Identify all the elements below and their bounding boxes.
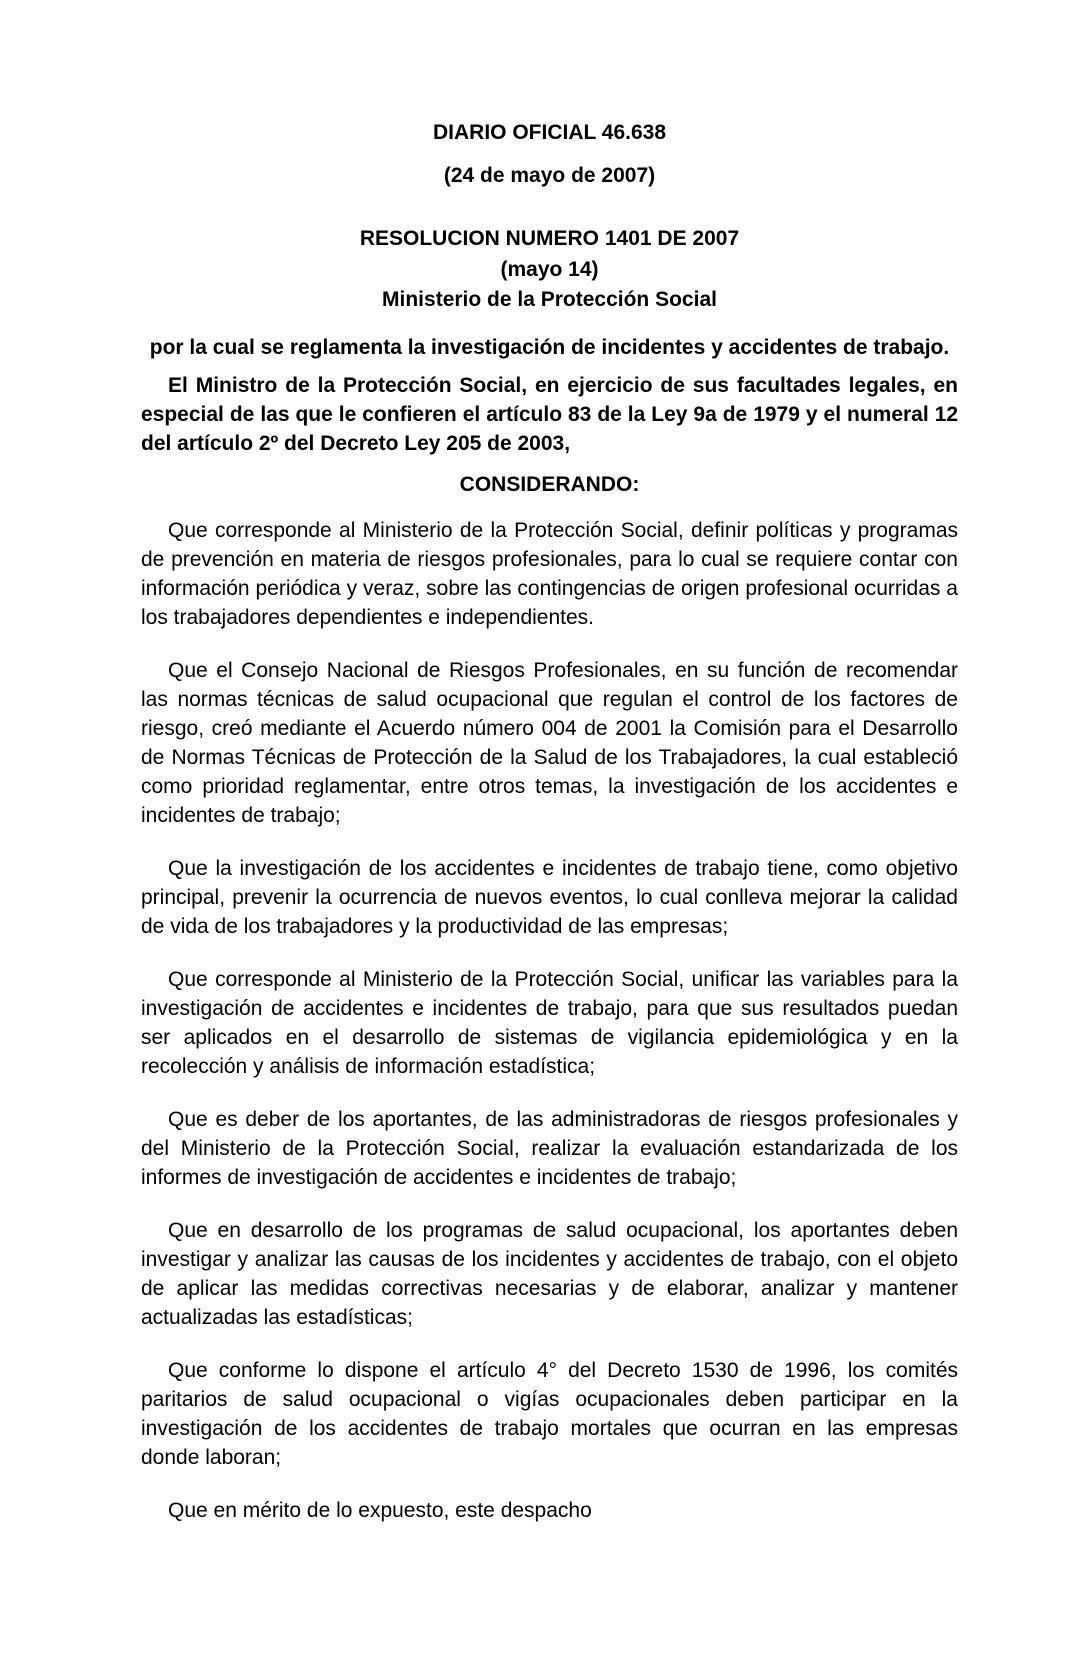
considerando-paragraph-4: Que corresponde al Ministerio de la Protección Social, unificar las variables para la investigación de accidentes e incidentes de trabajo, para que sus resultados puedan ser aplicados en el desarrollo de sistemas de vigilancia epidemiológica y en la recolección y análisis de información estadística;	[141, 968, 958, 1078]
considerando-paragraph-1: Que corresponde al Ministerio de la Protección Social, definir políticas y programas de prevención en materia de riesgos profesionales, para lo cual se requiere contar con información periódica y veraz, sobre las contingencias de origen profesional ocurridas a los trabajadores dependientes e independientes.	[141, 519, 958, 629]
considerando-paragraph-6: Que en desarrollo de los programas de salud ocupacional, los aportantes deben investigar y analizar las causas de los incidentes y accidentes de trabajo, con el objeto de aplicar las medidas correctivas necesarias y de elaborar, analizar y mantener actualizadas las estadísticas;	[141, 1219, 958, 1329]
resolution-subject: por la cual se reglamenta la investigación de incidentes y accidentes de trabajo.	[149, 336, 950, 359]
considering-heading: CONSIDERANDO:	[459, 473, 640, 496]
journal-date: (24 de mayo de 2007)	[443, 164, 656, 187]
resolution-date: (mayo 14)	[500, 258, 599, 281]
considerando-paragraph-3: Que la investigación de los accidentes e incidentes de trabajo tiene, como objetivo principal, prevenir la ocurrencia de nuevos eventos, lo cual conlleva mejorar la calidad de vida de los trabajadores y la productividad de las empresas;	[141, 857, 958, 938]
considerando-paragraph-5: Que es deber de los aportantes, de las administradoras de riesgos profesionales y del Ministerio de la Protección Social, realizar la evaluación estandarizada de los informes de investigación de accidentes e incidentes de trabajo;	[141, 1108, 958, 1189]
considerando-paragraph-7: Que conforme lo dispone el artículo 4° del Decreto 1530 de 1996, los comités paritarios de salud ocupacional o vigías ocupacionales deben participar en la investigación de los accidentes de trabajo mortales que ocurran en las empresas donde laboran;	[141, 1359, 958, 1469]
ministry-name: Ministerio de la Protección Social	[382, 288, 717, 311]
journal-title: DIARIO OFICIAL 46.638	[432, 121, 666, 144]
closing-paragraph: Que en mérito de lo expuesto, este despacho	[168, 1499, 592, 1522]
resolution-title: RESOLUCION NUMERO 1401 DE 2007	[359, 227, 740, 250]
considerando-paragraph-2: Que el Consejo Nacional de Riesgos Profesionales, en su función de recomendar las normas técnicas de salud ocupacional que regulan el control de los factores de riesgo, creó mediante el Acuerdo número 004 de 2001 la Comisión para el Desarrollo de Normas Técnicas de Protección de la Salud de los Trabajadores, la cual estableció como prioridad reglamentar, entre otros temas, la investigación de los accidentes e incidentes de trabajo;	[141, 659, 958, 827]
preamble-paragraph: El Ministro de la Protección Social, en ejercicio de sus facultades legales, en especial de las que le confieren el artículo 83 de la Ley 9a de 1979 y el numeral 12 del artículo 2º del Decreto Ley 205 de 2003,	[141, 374, 958, 455]
